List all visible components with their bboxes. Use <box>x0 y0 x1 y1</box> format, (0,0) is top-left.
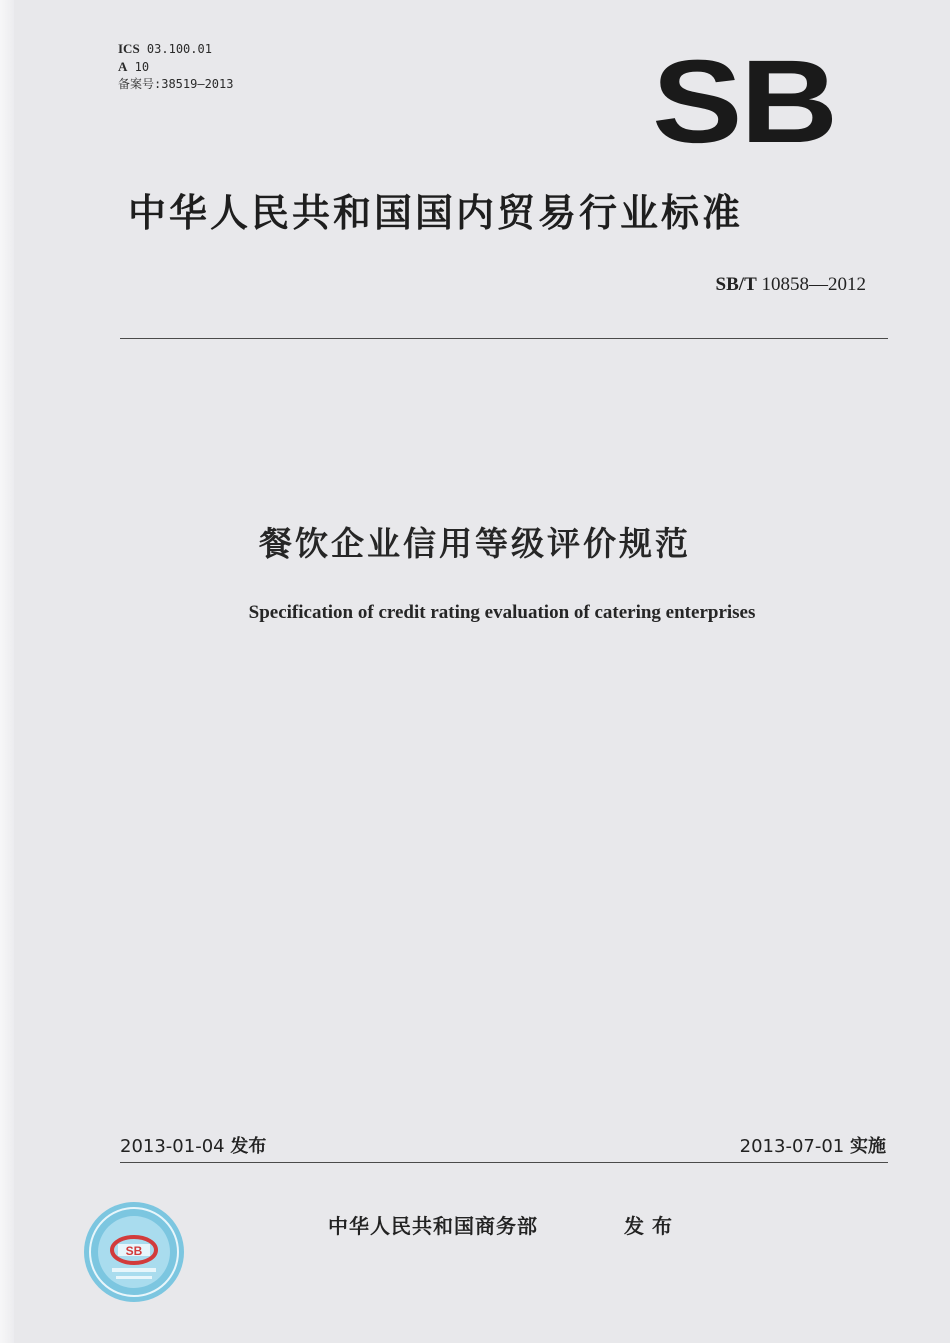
class-line <box>118 58 233 76</box>
publish-date <box>120 1132 266 1158</box>
svg-text:SB: SB <box>125 1244 143 1258</box>
document-title-cn: 餐饮企业信用等级评价规范 <box>259 524 691 563</box>
standard-code: 10858—2012 <box>761 274 866 295</box>
issuing-action: 发布 <box>624 1214 680 1238</box>
ics-line <box>118 40 233 58</box>
industry-standard-title: 中华人民共和国国内贸易行业标准 <box>128 191 744 235</box>
class-value: 10 <box>134 60 150 74</box>
issuing-authority: 中华人民共和国商务部 <box>328 1214 538 1238</box>
classification-block <box>118 40 233 93</box>
class-label: A <box>118 59 128 74</box>
page-edge <box>0 0 14 1343</box>
filing-number: 备案号:38519—2013 <box>118 77 234 91</box>
standard-prefix: SB/T <box>715 274 757 295</box>
implement-label: 实施 <box>850 1136 886 1157</box>
implement-date-value: 2013-07-01 <box>739 1136 845 1157</box>
ics-label: ICS <box>118 41 140 56</box>
footer-divider <box>120 1162 888 1163</box>
document-title-en: Specification of credit rating evaluation of catering enterprises <box>248 602 756 623</box>
sb-logo: SB <box>652 36 836 168</box>
certification-seal-icon <box>82 1200 186 1304</box>
ics-value: 03.100.01 <box>146 42 212 56</box>
header-divider <box>120 338 888 339</box>
publish-label: 发布 <box>230 1136 267 1157</box>
standard-number <box>716 274 866 296</box>
publish-date-value: 2013-01-04 <box>120 1136 225 1157</box>
implement-date <box>740 1132 886 1158</box>
